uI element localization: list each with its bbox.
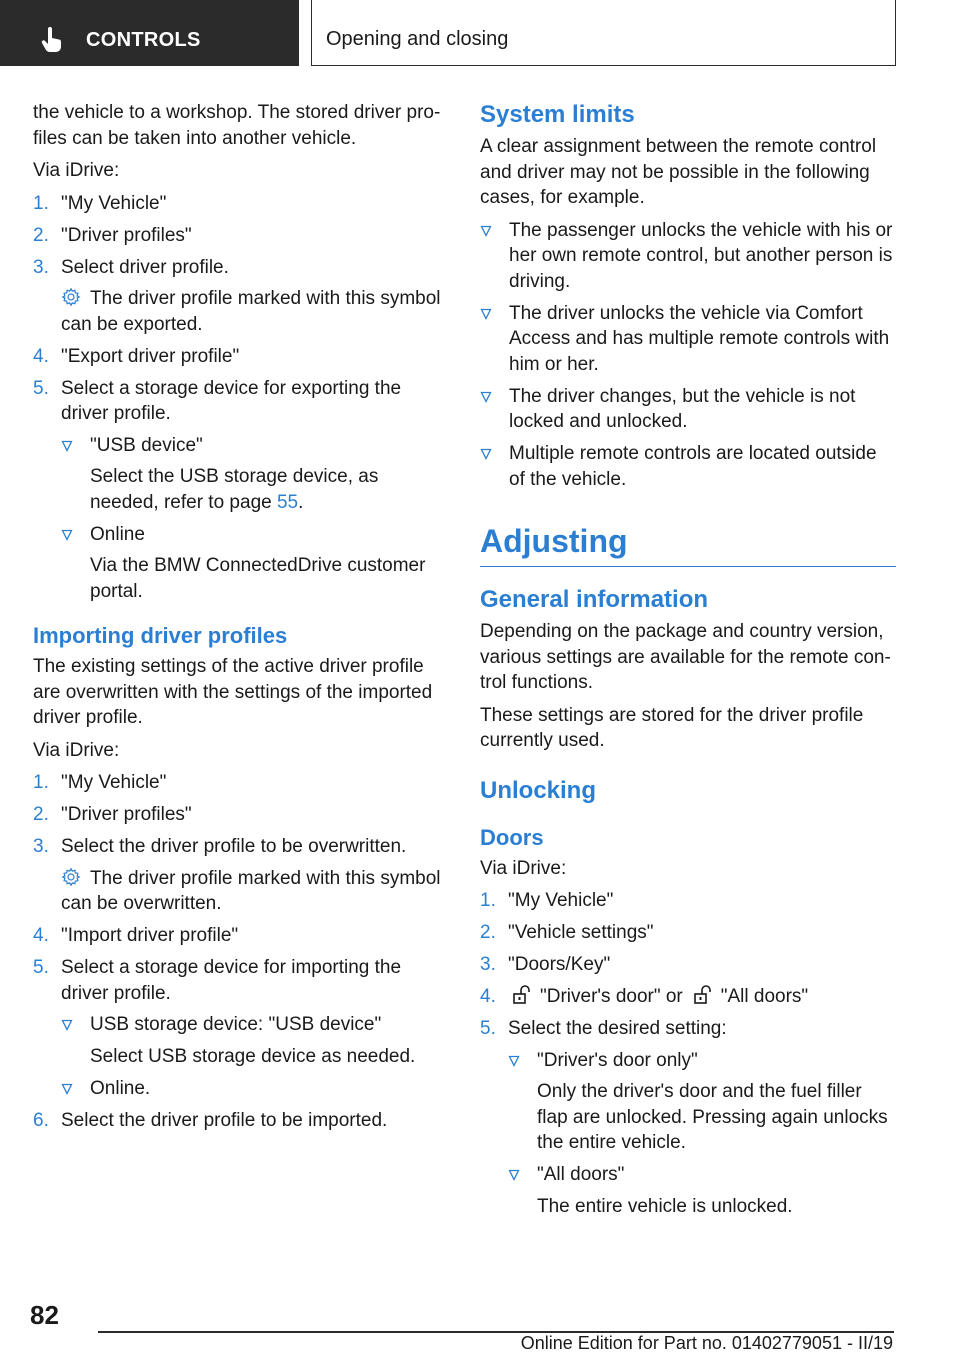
paragraph: A clear assignment between the remote control and driver may not be possible in the following cases, for example. <box>480 136 877 208</box>
step-text: "My Vehicle" <box>508 890 614 911</box>
right-column <box>480 100 896 1226</box>
section-heading: Importing driver profiles <box>33 623 288 648</box>
step-text: Select a storage device for exporting the driver profile. <box>61 377 402 424</box>
step-text: "Driver's door" or <box>540 986 683 1007</box>
page-link[interactable]: 55 <box>276 491 299 513</box>
list-item <box>33 770 448 796</box>
chapter-label: Opening and closing <box>326 28 509 50</box>
list-item <box>61 1012 448 1069</box>
step-text: "Doors/Key" <box>508 954 611 975</box>
triangle-bullet-icon <box>508 1055 520 1067</box>
step-number: 3. <box>33 256 49 278</box>
via-label: Via iDrive: <box>33 160 120 181</box>
list-text: Multiple remote controls are located outside of the vehicle. <box>509 443 877 490</box>
list-text: The passenger unlocks the vehicle with his or her own remote control, but another person is driving. <box>509 219 893 292</box>
section-tab <box>0 0 299 66</box>
step-text: "All doors" <box>720 986 809 1007</box>
step-number: 4. <box>480 986 496 1007</box>
step-text: "My Vehicle" <box>61 192 167 214</box>
option-label: "USB device" <box>90 434 203 456</box>
triangle-bullet-icon <box>480 225 492 237</box>
import-options <box>61 1012 448 1101</box>
step-number: 1. <box>480 890 496 911</box>
triangle-bullet-icon <box>480 391 492 403</box>
page-number: 82 <box>30 1300 59 1330</box>
step-text: "Driver profiles" <box>61 804 192 825</box>
list-item <box>61 522 448 605</box>
gear-icon <box>61 867 81 887</box>
step-text: "Import driver profile" <box>61 925 239 946</box>
setting-options <box>508 1048 896 1220</box>
step-number: 5. <box>33 957 49 978</box>
option-label: Online <box>90 523 145 545</box>
section-heading: System limits <box>480 101 635 128</box>
triangle-bullet-icon <box>61 529 73 541</box>
section-label: CONTROLS <box>86 29 201 51</box>
triangle-bullet-icon <box>61 1019 73 1031</box>
step-note <box>61 866 448 917</box>
list-item <box>33 255 448 338</box>
list-item <box>508 1048 896 1156</box>
gear-icon <box>61 287 81 307</box>
option-detail: Only the driver's door and the fuel filler flap are unlocked. Pressing again unlocks the entire vehicle. <box>537 1081 888 1153</box>
option-label: "Driver's door only" <box>537 1049 698 1071</box>
step-text: Select a storage device for importing the driver profile. <box>61 957 402 1004</box>
triangle-bullet-icon <box>61 440 73 452</box>
paragraph: the vehicle to a workshop. The stored driver pro‐files can be taken into another vehicle. <box>33 102 441 149</box>
step-number: 1. <box>33 192 49 214</box>
hand-pointer-icon <box>40 27 64 53</box>
detail-text: Select the USB storage device, as needed, refer to page <box>90 466 379 513</box>
list-item <box>480 384 896 435</box>
door-steps <box>480 888 896 1219</box>
list-item <box>480 301 896 378</box>
list-item <box>480 218 896 295</box>
chapter-heading: Adjusting <box>480 520 896 567</box>
list-item <box>480 952 896 978</box>
list-item <box>33 955 448 1101</box>
option-detail: Select USB storage device as needed. <box>90 1045 416 1067</box>
list-item <box>61 433 448 516</box>
option-detail <box>90 464 448 515</box>
list-item <box>480 888 896 914</box>
paragraph: The existing settings of the active driver profile are overwritten with the settings of the imported driver profile. <box>33 656 433 728</box>
list-item <box>33 191 448 217</box>
step-number: 4. <box>33 345 49 367</box>
section-heading: General information <box>480 586 709 613</box>
step-text: "My Vehicle" <box>61 772 167 793</box>
list-item <box>61 1076 448 1102</box>
left-column <box>33 100 448 1140</box>
list-text: The driver unlocks the vehicle via Comfort Access and has multiple remote controls with him or her. <box>509 302 890 375</box>
triangle-bullet-icon <box>61 1083 73 1095</box>
step-note <box>61 286 448 337</box>
step-number: 1. <box>33 772 49 793</box>
import-steps <box>33 770 448 1133</box>
note-text: The driver profile marked with this symbol can be overwritten. <box>61 867 441 914</box>
list-item <box>480 1016 896 1219</box>
section-heading: Unlocking <box>480 776 597 804</box>
step-number: 4. <box>33 925 49 946</box>
list-item <box>33 923 448 949</box>
step-number: 5. <box>33 377 49 399</box>
list-item <box>480 984 896 1010</box>
triangle-bullet-icon <box>508 1169 520 1181</box>
step-number: 5. <box>480 1018 496 1039</box>
step-number: 2. <box>33 804 49 825</box>
edition-note: Online Edition for Part no. 01402779051 - II/19 <box>520 1333 893 1353</box>
list-item <box>33 802 448 828</box>
triangle-bullet-icon <box>480 308 492 320</box>
via-label: Via iDrive: <box>33 739 120 761</box>
list-item <box>508 1162 896 1219</box>
list-item <box>33 223 448 249</box>
option-detail: Via the BMW ConnectedDrive customer portal. <box>90 555 426 602</box>
step-text: Select driver profile. <box>61 256 229 278</box>
paragraph: Depending on the package and country version, various settings are available for the remote con‐trol functions. <box>480 621 891 693</box>
list-item <box>33 344 448 370</box>
via-label: Via iDrive: <box>480 857 567 879</box>
lock-open-icon <box>693 984 713 1006</box>
list-item <box>33 834 448 917</box>
note-text: The driver profile marked with this symbol can be exported. <box>61 288 441 335</box>
export-steps <box>33 191 448 605</box>
option-label: USB storage device: "USB device" <box>90 1014 382 1035</box>
paragraph: These settings are stored for the driver profile currently used. <box>480 704 864 751</box>
option-label: Online. <box>90 1077 151 1099</box>
export-options <box>61 433 448 605</box>
detail-text: . <box>298 491 304 513</box>
limits-list <box>480 218 896 493</box>
subsection-heading: Doors <box>480 824 544 850</box>
step-text: "Driver profiles" <box>61 224 192 246</box>
list-text: The driver changes, but the vehicle is not locked and unlocked. <box>509 385 856 432</box>
lock-open-icon <box>512 984 532 1006</box>
option-label: "All doors" <box>537 1164 625 1185</box>
step-number: 2. <box>480 922 496 943</box>
step-number: 3. <box>33 836 49 857</box>
list-item <box>480 441 896 492</box>
chapter-tab <box>311 0 896 66</box>
step-number: 3. <box>480 954 496 975</box>
list-item <box>33 376 448 605</box>
step-text: Select the desired setting: <box>508 1018 727 1039</box>
step-number: 2. <box>33 224 49 246</box>
step-text: "Export driver profile" <box>61 345 240 367</box>
step-number: 6. <box>33 1109 49 1131</box>
option-detail: The entire vehicle is unlocked. <box>537 1195 793 1217</box>
list-item <box>33 1108 448 1134</box>
step-text: Select the driver profile to be overwritten. <box>61 836 407 857</box>
step-text: "Vehicle settings" <box>508 922 654 943</box>
list-item <box>480 920 896 946</box>
triangle-bullet-icon <box>480 448 492 460</box>
step-text: Select the driver profile to be imported. <box>61 1109 388 1131</box>
